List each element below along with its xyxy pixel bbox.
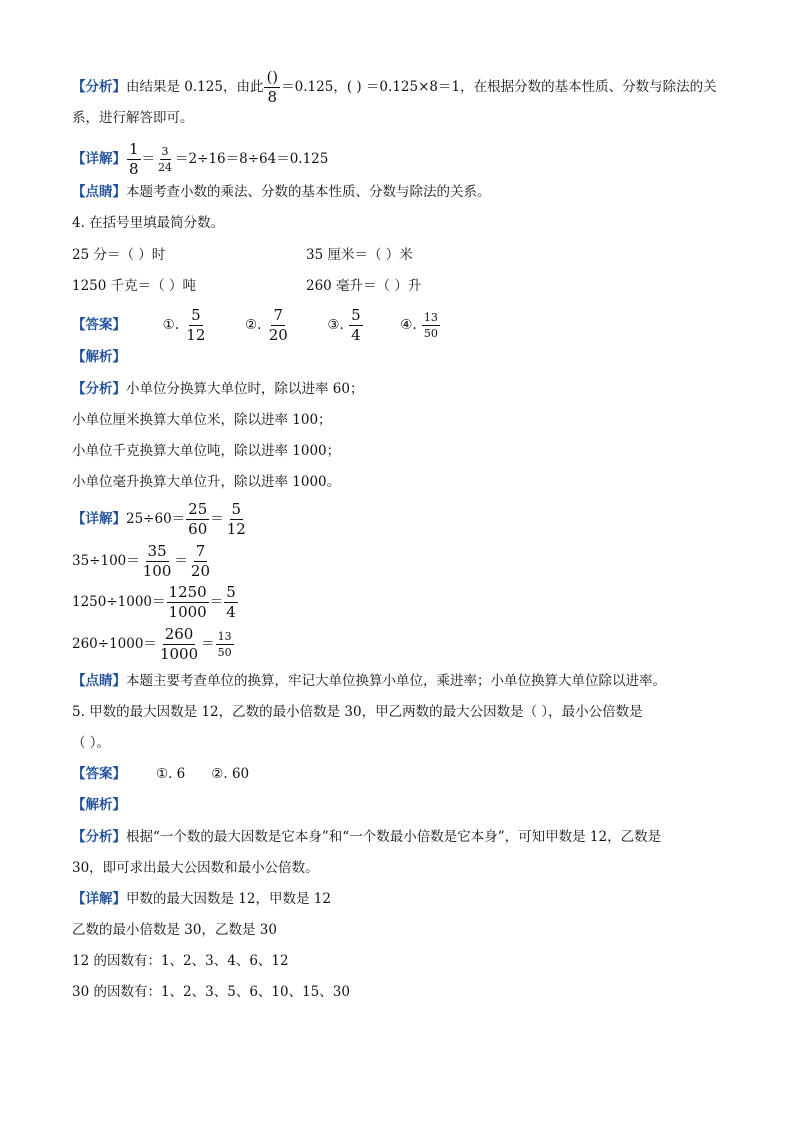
q5-detail-1 <box>72 889 331 909</box>
analysis-tag: 【分析】 <box>72 829 126 845</box>
answer-item-label: ①. <box>162 317 179 333</box>
q4-analysis-3: 小单位千克换算大单位吨，除以进率 1000； <box>72 443 341 459</box>
detail-tag: 【详解】 <box>72 511 126 527</box>
answer-tag: 【答案】 <box>72 766 126 782</box>
answer-item-label: ②. <box>244 317 262 333</box>
q5-detail-4: 30 的因数有：1、2、3、5、6、10、15、30 <box>72 984 350 1000</box>
fraction-numerator: 7 <box>273 306 283 324</box>
q4-row1-right: 35 厘米＝（ ）米 <box>306 247 413 263</box>
fraction-denominator: 60 <box>188 520 208 538</box>
q4-detail-4 <box>72 625 235 663</box>
fraction <box>167 585 209 620</box>
q3-analysis-fraction <box>264 70 280 105</box>
fraction-numerator: 25 <box>188 500 208 518</box>
detail-tag: 【详解】 <box>72 891 126 907</box>
answer-tag: 【答案】 <box>72 317 126 333</box>
fraction-denominator: 12 <box>226 520 246 538</box>
q5-analysis-1 <box>72 827 661 847</box>
q3-tip-text: 本题考查小数的乘法、分数的基本性质、分数与除法的关系。 <box>126 184 491 200</box>
equals-sign: ＝ <box>141 151 156 167</box>
fraction-numerator: () <box>266 68 279 86</box>
fraction-numerator: 7 <box>195 542 206 560</box>
fraction-numerator: 1 <box>129 140 139 158</box>
q5-title-line1: 5. 甲数的最大因数是 12，乙数的最小倍数是 30，甲乙两数的最大公因数是（ ），最小公倍数是 <box>72 704 643 720</box>
q4-tip <box>72 671 666 691</box>
fraction-numerator: 260 <box>164 625 194 643</box>
equation-lhs: 1250÷1000＝ <box>72 594 166 610</box>
tip-tag: 【点睛】 <box>72 184 126 200</box>
q5-analysis-text: 根据“一个数的最大因数是它本身”和“一个数最小倍数是它本身”，可知甲数是 12，乙数是 <box>126 829 662 845</box>
fraction-numerator: 5 <box>226 583 236 601</box>
answer-fraction <box>267 308 290 343</box>
q3-analysis-pre: 由结果是 0.125，由此 <box>126 79 264 95</box>
fraction <box>141 544 174 579</box>
detail-tag: 【详解】 <box>72 151 126 167</box>
fraction <box>224 585 238 620</box>
fraction <box>189 544 212 579</box>
q5-answer <box>72 764 249 784</box>
q5-detail-3: 12 的因数有：1、2、3、4、6、12 <box>72 953 289 969</box>
fraction-numerator: 13 <box>217 630 232 643</box>
q3-analysis-line2: 系，进行解答即可。 <box>72 110 194 126</box>
fraction-numerator: 35 <box>147 542 167 560</box>
fraction <box>216 631 234 658</box>
answer-item-label: ③. <box>327 317 344 333</box>
answer-fraction <box>184 308 207 343</box>
q5-analysis-2: 30，即可求出最大公因数和最小公倍数。 <box>72 860 319 876</box>
answer-fraction <box>349 308 363 343</box>
fraction <box>225 502 248 537</box>
equals-sign: ＝ <box>174 553 188 569</box>
equals-sign: ＝ <box>210 511 224 527</box>
tip-tag: 【点睛】 <box>72 673 126 689</box>
fraction <box>158 627 200 662</box>
fraction-denominator: 100 <box>142 562 172 580</box>
q4-tip-text: 本题主要考查单位的换算，牢记大单位换算小单位，乘进率；小单位换算大单位除以进率。 <box>126 673 666 689</box>
fraction-numerator: 3 <box>161 145 169 158</box>
q3-detail <box>72 142 328 177</box>
answer-item: ①. 6 <box>156 766 186 782</box>
fraction-denominator: 8 <box>129 160 139 178</box>
q3-analysis-post: ＝0.125，( ) ＝0.125×8＝1，在根据分数的基本性质、分数与除法的关 <box>281 79 717 95</box>
q4-detail-1 <box>72 500 249 538</box>
q3-tip <box>72 182 491 202</box>
fraction-numerator: 1250 <box>168 583 207 601</box>
q4-row2-right: 260 毫升＝（ ）升 <box>306 278 422 294</box>
equation-lhs: 260÷1000＝ <box>72 636 157 652</box>
fraction <box>127 142 141 177</box>
fraction-denominator: 20 <box>268 326 288 344</box>
analysis-tag: 【分析】 <box>72 79 126 95</box>
fraction-numerator: 5 <box>191 306 201 324</box>
fraction-denominator: 24 <box>158 161 173 174</box>
q4-title: 4. 在括号里填最简分数。 <box>72 215 225 231</box>
fraction-denominator: 4 <box>351 326 361 344</box>
q4-analysis-text: 小单位分换算大单位时，除以进率 60； <box>126 381 364 397</box>
fraction-denominator: 4 <box>226 603 236 621</box>
q4-row1-left: 25 分＝（ ）时 <box>72 247 166 263</box>
equals-sign: ＝ <box>209 594 224 610</box>
fraction-numerator: 5 <box>231 500 242 518</box>
q4-analysis-2: 小单位厘米换算大单位米，除以进率 100； <box>72 412 332 428</box>
fraction-denominator: 50 <box>423 327 438 340</box>
equation-lhs: 25÷60＝ <box>126 511 186 527</box>
equals-sign: ＝ <box>201 636 215 652</box>
answer-item: ②. 60 <box>211 766 250 782</box>
fraction <box>156 146 174 173</box>
q4-detail-2 <box>72 542 213 580</box>
analysis-tag: 【分析】 <box>72 381 126 397</box>
q5-detail-2: 乙数的最小倍数是 30，乙数是 30 <box>72 922 277 938</box>
q5-detail-text: 甲数的最大因数是 12，甲数是 12 <box>126 891 331 907</box>
q3-analysis-line1 <box>72 70 717 105</box>
q5-title-line2: （ ）。 <box>72 735 111 751</box>
fraction <box>186 502 209 537</box>
q4-analysis-1 <box>72 379 363 399</box>
fraction-denominator: 1000 <box>168 603 207 621</box>
fraction-denominator: 8 <box>267 88 278 106</box>
q4-analysis-4: 小单位毫升换算大单位升，除以进率 1000。 <box>72 474 341 490</box>
fraction-denominator: 1000 <box>159 645 199 663</box>
equation-lhs: 35÷100＝ <box>72 553 140 569</box>
fraction-denominator: 20 <box>190 562 210 580</box>
q3-detail-rest: ＝2÷16＝8÷64＝0.125 <box>175 151 329 167</box>
fraction-denominator: 50 <box>217 646 232 659</box>
q4-row2-left: 1250 千克＝（ ）吨 <box>72 278 196 294</box>
explain-tag: 【解析】 <box>72 797 126 813</box>
fraction-numerator: 5 <box>351 306 361 324</box>
answer-item-label: ④. <box>400 317 417 333</box>
explain-tag: 【解析】 <box>72 349 126 365</box>
fraction-denominator: 12 <box>186 326 206 344</box>
q4-detail-3 <box>72 583 239 621</box>
fraction-numerator: 13 <box>423 311 438 324</box>
q4-answer <box>72 308 441 343</box>
answer-fraction <box>422 312 440 339</box>
